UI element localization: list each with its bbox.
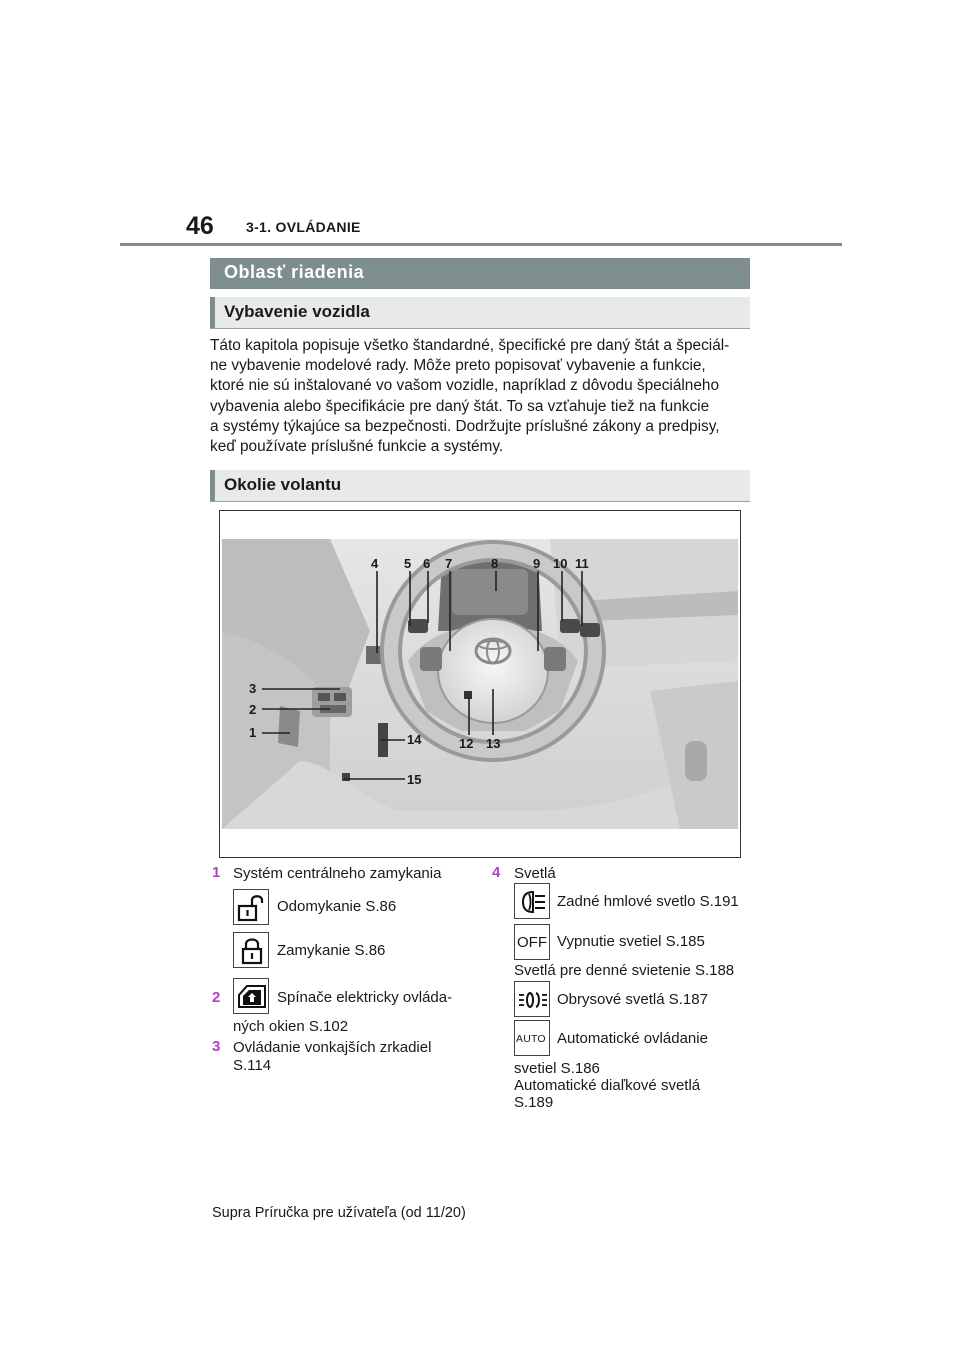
item-4-label: Svetlá <box>514 865 556 882</box>
callout-1: 1 <box>249 725 257 740</box>
item-1-label: Systém centrálneho zamykania <box>233 865 442 882</box>
chapter-title: 3-1. OVLÁDANIE <box>246 219 361 235</box>
page-number: 46 <box>186 212 214 240</box>
unlock-label: Odomykanie S.86 <box>277 898 397 915</box>
callout-10: 10 <box>553 556 568 571</box>
auto-lights-icon-text: AUTO <box>516 1033 546 1045</box>
subheading-vehicle-equipment <box>210 297 750 329</box>
callout-9: 9 <box>533 556 541 571</box>
section-heading-main <box>210 258 750 289</box>
item-3-label-line2: S.114 <box>233 1057 272 1074</box>
intro-line: a systémy týkajúce sa bezpečnosti. Dodržujte príslušné zákony a predpisy, <box>210 417 720 435</box>
lights-off-icon <box>514 924 550 960</box>
callout-14: 14 <box>407 732 422 747</box>
callout-4: 4 <box>371 556 379 571</box>
cockpit-drawing <box>220 511 740 857</box>
rear-fog-light-icon <box>514 883 550 919</box>
callout-15: 15 <box>407 772 422 787</box>
subheading-vehicle-equipment-text: Vybavenie vozidla <box>224 302 370 321</box>
callout-6: 6 <box>423 556 431 571</box>
subheading-steering-area <box>210 470 750 502</box>
auto-lights-icon <box>514 1020 550 1056</box>
header-divider <box>120 243 842 246</box>
item-number-4: 4 <box>492 864 501 881</box>
lights-off-icon-text: OFF <box>517 934 547 951</box>
item-2-label-line1: Spínače elektricky ovláda- <box>277 989 453 1006</box>
callout-12: 12 <box>459 736 474 751</box>
auto-lights-label-line1: Automatické ovládanie <box>557 1030 708 1047</box>
callout-7: 7 <box>445 556 453 571</box>
callout-3: 3 <box>249 681 257 696</box>
power-window-icon <box>233 978 269 1014</box>
parking-light-icon <box>514 981 550 1017</box>
rear-fog-label: Zadné hmlové svetlo S.191 <box>557 893 739 910</box>
cockpit-illustration <box>219 510 741 858</box>
intro-line: keď používate príslušné funkcie a systémy. <box>210 438 504 456</box>
drl-label: Svetlá pre denné svietenie S.188 <box>514 962 735 979</box>
parking-light-label: Obrysové svetlá S.187 <box>557 991 708 1008</box>
callout-2: 2 <box>249 702 257 717</box>
item-number-2: 2 <box>212 989 221 1006</box>
intro-line: vybavenia alebo špecifikácie pre daný štát. To sa vzťahuje tiež na funkcie <box>210 397 710 415</box>
unlock-icon <box>233 889 269 925</box>
auto-lights-label-line2: svetiel S.186 <box>514 1060 600 1077</box>
callout-8: 8 <box>491 556 499 571</box>
auto-high-beam-label-line1: Automatické diaľkové svetlá <box>514 1077 701 1094</box>
item-2-label-line2: ných okien S.102 <box>233 1018 349 1035</box>
intro-line: Táto kapitola popisuje všetko štandardné, špecifické pre daný štát a špeciál- <box>210 337 730 354</box>
subheading-steering-area-text: Okolie volantu <box>224 475 342 494</box>
intro-paragraph <box>210 336 758 457</box>
item-number-1: 1 <box>212 864 221 881</box>
lock-label: Zamykanie S.86 <box>277 942 386 959</box>
callout-11: 11 <box>575 556 589 571</box>
intro-line: ne vybavenie modelové rady. Môže preto popisovať vybavenie a funkcie, <box>210 357 706 375</box>
footer-text: Supra Príručka pre užívateľa (od 11/20) <box>212 1205 466 1221</box>
auto-high-beam-label-line2: S.189 <box>514 1094 554 1111</box>
item-number-3: 3 <box>212 1038 221 1055</box>
item-3-label-line1: Ovládanie vonkajších zrkadiel <box>233 1039 432 1056</box>
callout-5: 5 <box>404 556 412 571</box>
lights-off-label: Vypnutie svetiel S.185 <box>557 933 705 950</box>
intro-line: ktoré nie sú inštalované vo vašom vozidle, napríklad z dôvodu špeciálneho <box>210 377 720 395</box>
lock-icon <box>233 932 269 968</box>
callout-13: 13 <box>486 736 501 751</box>
section-heading-main-text: Oblasť riadenia <box>224 262 365 282</box>
